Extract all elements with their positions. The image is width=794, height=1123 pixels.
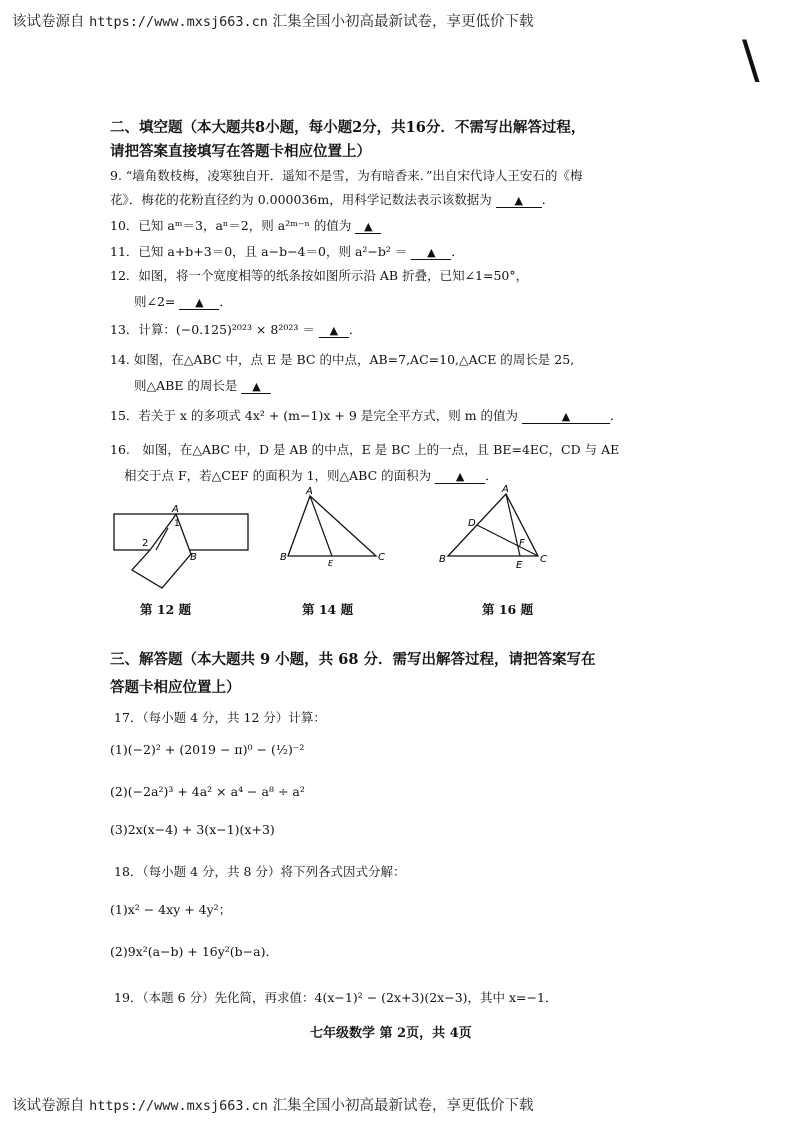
- q9-line1: 9. “墙角数枝梅，凌寒独自开．遥知不是雪，为有暗香来．”出自宋代诗人王安石的《梅: [110, 168, 583, 183]
- segment-ae: [310, 496, 332, 556]
- folded-strip: [132, 514, 191, 588]
- label-d: D: [468, 518, 476, 529]
- label-a: A: [502, 484, 509, 495]
- banner-tagline: 汇集全国小初高最新试卷，享更低价下载: [272, 1098, 534, 1114]
- q15-text: 15．若关于 x 的多项式 4x² + (m−1)x + 9 是完全平方式，则 m 的值为: [110, 408, 519, 423]
- figure-16-caption: 第 16 题: [482, 602, 534, 617]
- label-a: A: [306, 486, 313, 497]
- label-b: B: [280, 552, 287, 563]
- source-banner-bottom: [12, 1094, 534, 1115]
- label-2: 2: [142, 538, 149, 549]
- q16-text: 相交于点 F，若△CEF 的面积为 1，则△ABC 的面积为: [124, 468, 432, 483]
- q16-line1: 16. 如图，在△ABC 中，D 是 AB 的中点，E 是 BC 上的一点，且 BE=4EC，CD 与 AE: [110, 442, 620, 457]
- q18-part2: (2)9x²(a−b) + 16y²(b−a)．: [110, 944, 278, 959]
- figure-14-diagram: [278, 486, 388, 574]
- banner-url-link[interactable]: https://www.mxsj663.cn: [89, 14, 268, 30]
- answer-triangle: ▲: [427, 246, 436, 259]
- q14-line2: [134, 376, 271, 394]
- label-1: 1: [174, 519, 180, 529]
- q14-line1: 14. 如图，在△ABC 中，点 E 是 BC 的中点，AB=7,AC=10,△ACE 的周长是 25,: [110, 352, 575, 367]
- banner-url-link[interactable]: https://www.mxsj663.cn: [89, 1098, 268, 1114]
- figure-12-caption: 第 12 题: [140, 602, 192, 617]
- label-b: B: [190, 552, 197, 563]
- answer-triangle: ▲: [195, 296, 204, 309]
- figure-16-diagram: [436, 482, 556, 574]
- q17-part1: (1)(−2)² + (2019 − π)⁰ − (½)⁻²: [110, 742, 305, 757]
- label-a: A: [172, 504, 179, 515]
- answer-triangle: ▲: [329, 324, 339, 337]
- margin-scan-mark: \: [742, 30, 760, 90]
- q12-answer-blank: [179, 295, 219, 310]
- figure-12-diagram: [108, 498, 258, 598]
- banner-prefix: 该试卷源自: [12, 1098, 85, 1114]
- q9-answer-blank: [496, 193, 542, 208]
- q11-answer-blank: [411, 245, 451, 260]
- segment-ae: [506, 494, 520, 556]
- label-c: C: [540, 554, 547, 565]
- q14-text: 则△ABE 的周长是: [134, 378, 238, 393]
- triangle-abc: [288, 496, 376, 556]
- page-footer: 七年级数学 第 2页，共 4页: [310, 1026, 472, 1041]
- q15: 15．若关于 x 的多项式 4x² + (m−1)x + 9 是完全平方式，则 m 的值为 ▲ ．: [110, 408, 623, 423]
- q12-line2: 则∠2= ▲ ．: [134, 294, 232, 309]
- q11: 11．已知 a+b+3＝0，且 a−b−4＝0，则 a²−b² ＝ ▲ ．: [110, 244, 464, 259]
- label-e: E: [516, 560, 523, 571]
- q18-head: 18．（每小题 4 分，共 8 分）将下列各式因式分解：: [114, 864, 406, 879]
- q13-text: 13．计算：(−0.125)²⁰²³ × 8²⁰²³ ＝: [110, 322, 315, 337]
- q17-part2: (2)(−2a²)³ + 4a² × a⁴ − a⁸ ÷ a²: [110, 784, 305, 799]
- banner-prefix: 该试卷源自: [12, 14, 85, 30]
- q12-line1: 12．如图，将一个宽度相等的纸条按如图所示沿 AB 折叠，已知∠1=50°，: [110, 268, 529, 283]
- label-b: B: [439, 554, 446, 565]
- q14-answer-blank: [241, 379, 271, 394]
- answer-triangle: ▲: [514, 194, 523, 207]
- figure-14-caption: 第 14 题: [302, 602, 354, 617]
- q13: 13．计算：(−0.125)²⁰²³ × 8²⁰²³ ＝ ▲ ．: [110, 322, 362, 337]
- q9-text: 花》．梅花的花粉直径约为 0.000036m，用科学记数法表示该数据为: [110, 192, 492, 207]
- source-banner-top: [12, 10, 534, 31]
- q18-part1: (1)x² − 4xy + 4y²；: [110, 902, 232, 917]
- q17-part3: (3)2x(x−4) + 3(x−1)(x+3): [110, 822, 275, 837]
- q11-text: 11．已知 a+b+3＝0，且 a−b−4＝0，则 a²−b² ＝: [110, 244, 408, 259]
- answer-triangle: ▲: [455, 470, 465, 483]
- q10-text: 10．已知 aᵐ＝3，aⁿ＝2，则 a²ᵐ⁻ⁿ 的值为: [110, 218, 352, 233]
- section3-title: 三、解答题（本大题共 9 小题，共 68 分．需写出解答过程，请把答案写在: [110, 651, 596, 668]
- answer-triangle: ▲: [252, 380, 261, 393]
- q17-head: 17．（每小题 4 分，共 12 分）计算：: [114, 710, 326, 725]
- q15-answer-blank: [522, 409, 610, 424]
- q12-text: 则∠2=: [134, 294, 176, 309]
- q16-line2: 相交于点 F，若△CEF 的面积为 1，则△ABC 的面积为 ▲ ．: [124, 468, 498, 483]
- label-f: F: [519, 538, 525, 549]
- answer-triangle: ▲: [561, 410, 571, 423]
- q19: 19．（本题 6 分）先化简，再求值：4(x−1)² − (2x+3)(2x−3)，其中 x=−1．: [114, 990, 558, 1005]
- section2-title: 二、填空题（本大题共8小题，每小题2分，共16分．不需写出解答过程，: [110, 119, 586, 136]
- q9-line2: 花》．梅花的花粉直径约为 0.000036m，用科学记数法表示该数据为 ▲ ．: [110, 192, 555, 207]
- q13-answer-blank: [319, 323, 349, 338]
- label-e: E: [328, 559, 334, 568]
- q10: [110, 216, 381, 234]
- segment-cd: [477, 525, 538, 556]
- section2-subtitle: 请把答案直接填写在答题卡相应位置上）: [110, 143, 371, 160]
- q10-answer-blank: [355, 219, 381, 234]
- section3-subtitle: 答题卡相应位置上）: [110, 679, 241, 696]
- answer-triangle: ▲: [364, 220, 373, 233]
- banner-tagline: 汇集全国小初高最新试卷，享更低价下载: [272, 14, 534, 30]
- label-c: C: [378, 552, 385, 563]
